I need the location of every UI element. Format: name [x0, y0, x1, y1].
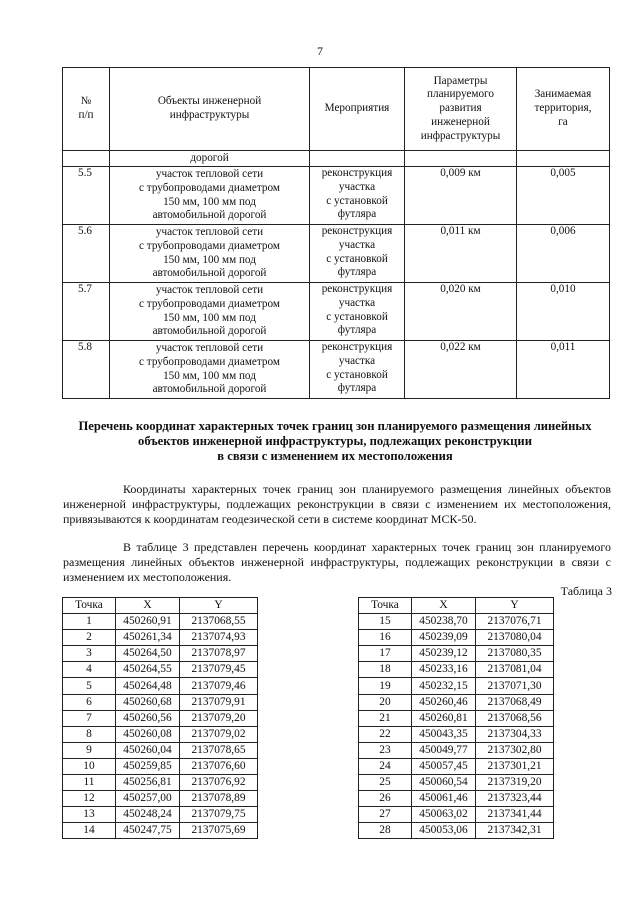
- table-cell-num: [63, 151, 110, 167]
- coords-cell-point: 19: [359, 678, 412, 694]
- table-caption: Таблица 3: [560, 584, 612, 598]
- coords-row: [63, 775, 258, 791]
- coords-row: [63, 726, 258, 742]
- coords-cell-point: 6: [63, 694, 116, 710]
- header-cell-param: Параметры планируемого развития инженерной инфраструктуры: [405, 68, 517, 151]
- coords-cell-y: 2137075,69: [180, 823, 258, 839]
- table-cell-param: 0,009 км: [405, 167, 517, 225]
- coords-cell-y: 2137071,30: [476, 678, 554, 694]
- coords-cell-point: 24: [359, 758, 412, 774]
- coords-cell-x: 450232,15: [412, 678, 476, 694]
- table-row: [63, 283, 610, 341]
- coords-cell-point: 15: [359, 614, 412, 630]
- coords-cell-x: 450256,81: [116, 775, 180, 791]
- paragraph-2-text: В таблице 3 представлен перечень координат характерных точек границ зон планируемого размещения линейных объектов инженерной инфраструктуры, подлежащих реконструкции в связи с изменением их местоположения.: [63, 540, 611, 584]
- coords-cell-x: 450260,08: [116, 726, 180, 742]
- coords-cell-x: 450260,91: [116, 614, 180, 630]
- coords-cell-x: 450260,46: [412, 694, 476, 710]
- header-cell-action: Мероприятия: [310, 68, 405, 151]
- coords-row: [63, 694, 258, 710]
- infrastructure-table: [62, 67, 610, 399]
- coords-cell-y: 2137076,71: [476, 614, 554, 630]
- coords-header-row: [359, 598, 554, 614]
- coords-cell-x: 450057,45: [412, 758, 476, 774]
- coords-cell-x: 450239,12: [412, 646, 476, 662]
- table-cell-action: [310, 151, 405, 167]
- coords-header-x: X: [116, 598, 180, 614]
- table-cell-action: реконструкция участка с установкой футляра: [310, 283, 405, 341]
- table-cell-area: 0,005: [517, 167, 610, 225]
- coords-cell-x: 450248,24: [116, 807, 180, 823]
- coords-cell-y: 2137079,45: [180, 662, 258, 678]
- coords-cell-x: 450260,04: [116, 742, 180, 758]
- coordinates-table-left: [62, 597, 258, 839]
- table-cell-action: реконструкция участка с установкой футляра: [310, 225, 405, 283]
- coords-cell-x: 450053,06: [412, 823, 476, 839]
- coords-row: [359, 694, 554, 710]
- coords-cell-point: 22: [359, 726, 412, 742]
- coords-cell-y: 2137079,75: [180, 807, 258, 823]
- table-row: [63, 341, 610, 399]
- paragraph-1-text: Координаты характерных точек границ зон планируемого размещения линейных объектов инженерной инфраструктуры, подлежащих реконструкции в связи с изменением их местоположения, привязываются к координатам геодезической сети в системе координат МСК-50.: [63, 482, 611, 526]
- coords-cell-x: 450061,46: [412, 791, 476, 807]
- coords-row: [63, 678, 258, 694]
- coords-cell-x: 450261,34: [116, 630, 180, 646]
- table-cell-param: [405, 151, 517, 167]
- coords-cell-x: 450247,75: [116, 823, 180, 839]
- coords-header-y: Y: [476, 598, 554, 614]
- section-heading: Перечень координат характерных точек границ зон планируемого размещения линейных объектов инженерной инфраструктуры, подлежащих реконструкции в связи с изменением их местоположения: [78, 419, 592, 463]
- table-cell-object: участок тепловой сети с трубопроводами диаметром 150 мм, 100 мм под автомобильной дорогой: [110, 283, 310, 341]
- coords-cell-y: 2137078,65: [180, 742, 258, 758]
- coords-row: [63, 662, 258, 678]
- table-cell-area: 0,010: [517, 283, 610, 341]
- coords-cell-point: 21: [359, 710, 412, 726]
- coords-cell-y: 2137301,21: [476, 758, 554, 774]
- coords-cell-point: 4: [63, 662, 116, 678]
- coords-cell-y: 2137079,02: [180, 726, 258, 742]
- coords-cell-y: 2137079,91: [180, 694, 258, 710]
- coords-cell-point: 16: [359, 630, 412, 646]
- coords-row: [359, 726, 554, 742]
- table-cell-action: реконструкция участка с установкой футляра: [310, 167, 405, 225]
- coords-row: [63, 791, 258, 807]
- coords-header-point: Точка: [63, 598, 116, 614]
- coords-header-row: [63, 598, 258, 614]
- coords-row: [359, 758, 554, 774]
- coords-cell-point: 13: [63, 807, 116, 823]
- coords-cell-x: 450063,02: [412, 807, 476, 823]
- coords-row: [63, 742, 258, 758]
- coords-cell-y: 2137342,31: [476, 823, 554, 839]
- paragraph-1: [63, 482, 611, 526]
- coords-cell-point: 1: [63, 614, 116, 630]
- table-cell-object: участок тепловой сети с трубопроводами диаметром 150 мм, 100 мм под автомобильной дорогой: [110, 341, 310, 399]
- coords-cell-x: 450260,56: [116, 710, 180, 726]
- coords-cell-point: 2: [63, 630, 116, 646]
- coords-row: [359, 823, 554, 839]
- coords-cell-y: 2137068,49: [476, 694, 554, 710]
- coords-row: [63, 807, 258, 823]
- table-cell-action: реконструкция участка с установкой футляра: [310, 341, 405, 399]
- table-row: [63, 225, 610, 283]
- table-header-row: [63, 68, 610, 151]
- table-row-continuation: [63, 151, 610, 167]
- coords-cell-x: 450259,85: [116, 758, 180, 774]
- coords-cell-point: 8: [63, 726, 116, 742]
- coords-cell-y: 2137341,44: [476, 807, 554, 823]
- table-cell-param: 0,022 км: [405, 341, 517, 399]
- coords-row: [63, 823, 258, 839]
- coords-cell-x: 450260,68: [116, 694, 180, 710]
- coords-row: [63, 630, 258, 646]
- coords-cell-y: 2137079,46: [180, 678, 258, 694]
- coords-cell-point: 9: [63, 742, 116, 758]
- table-cell-object: участок тепловой сети с трубопроводами диаметром 150 мм, 100 мм под автомобильной дорогой: [110, 225, 310, 283]
- coords-cell-point: 25: [359, 775, 412, 791]
- coords-row: [359, 742, 554, 758]
- coords-cell-y: 2137068,55: [180, 614, 258, 630]
- table-cell-area: [517, 151, 610, 167]
- coords-cell-x: 450049,77: [412, 742, 476, 758]
- coords-header-x: X: [412, 598, 476, 614]
- coords-row: [359, 791, 554, 807]
- coords-cell-y: 2137074,93: [180, 630, 258, 646]
- coords-cell-y: 2137080,04: [476, 630, 554, 646]
- coords-cell-x: 450264,50: [116, 646, 180, 662]
- coords-cell-y: 2137323,44: [476, 791, 554, 807]
- table-cell-num: 5.7: [63, 283, 110, 341]
- coords-cell-x: 450260,81: [412, 710, 476, 726]
- coords-cell-y: 2137078,89: [180, 791, 258, 807]
- coords-cell-point: 20: [359, 694, 412, 710]
- coords-cell-point: 26: [359, 791, 412, 807]
- coords-row: [359, 630, 554, 646]
- coords-cell-x: 450257,00: [116, 791, 180, 807]
- coords-row: [63, 646, 258, 662]
- header-cell-object: Объекты инженерной инфраструктуры: [110, 68, 310, 151]
- coords-cell-point: 5: [63, 678, 116, 694]
- coords-cell-x: 450264,48: [116, 678, 180, 694]
- coords-cell-x: 450238,70: [412, 614, 476, 630]
- coords-row: [359, 775, 554, 791]
- coords-cell-point: 17: [359, 646, 412, 662]
- table-cell-object: дорогой: [110, 151, 310, 167]
- coords-cell-point: 28: [359, 823, 412, 839]
- coords-cell-point: 14: [63, 823, 116, 839]
- coords-row: [359, 678, 554, 694]
- coords-cell-point: 3: [63, 646, 116, 662]
- paragraph-2: [63, 540, 611, 584]
- coords-row: [63, 614, 258, 630]
- coords-row: [359, 662, 554, 678]
- table-cell-num: 5.6: [63, 225, 110, 283]
- coords-cell-y: 2137319,20: [476, 775, 554, 791]
- coords-header-y: Y: [180, 598, 258, 614]
- coords-cell-point: 11: [63, 775, 116, 791]
- coords-row: [359, 646, 554, 662]
- coords-row: [359, 710, 554, 726]
- table-cell-num: 5.5: [63, 167, 110, 225]
- coords-cell-point: 7: [63, 710, 116, 726]
- coords-cell-y: 2137079,20: [180, 710, 258, 726]
- coords-row: [359, 614, 554, 630]
- table-cell-num: 5.8: [63, 341, 110, 399]
- coords-cell-x: 450060,54: [412, 775, 476, 791]
- coords-cell-y: 2137078,97: [180, 646, 258, 662]
- coords-cell-x: 450264,55: [116, 662, 180, 678]
- header-cell-area: Занимаемая территория, га: [517, 68, 610, 151]
- coords-cell-y: 2137302,80: [476, 742, 554, 758]
- coords-cell-y: 2137304,33: [476, 726, 554, 742]
- coords-row: [63, 710, 258, 726]
- coords-cell-y: 2137080,35: [476, 646, 554, 662]
- coords-cell-x: 450239,09: [412, 630, 476, 646]
- coords-cell-point: 27: [359, 807, 412, 823]
- coords-row: [359, 807, 554, 823]
- header-cell-num: № п/п: [63, 68, 110, 151]
- coords-cell-point: 10: [63, 758, 116, 774]
- coords-cell-y: 2137068,56: [476, 710, 554, 726]
- coords-cell-x: 450043,35: [412, 726, 476, 742]
- coords-cell-point: 18: [359, 662, 412, 678]
- table-cell-area: 0,011: [517, 341, 610, 399]
- table-cell-param: 0,011 км: [405, 225, 517, 283]
- coords-row: [63, 758, 258, 774]
- coords-cell-x: 450233,16: [412, 662, 476, 678]
- coords-cell-y: 2137076,92: [180, 775, 258, 791]
- table-cell-area: 0,006: [517, 225, 610, 283]
- table-row: [63, 167, 610, 225]
- table-cell-object: участок тепловой сети с трубопроводами диаметром 150 мм, 100 мм под автомобильной дорогой: [110, 167, 310, 225]
- coords-cell-point: 12: [63, 791, 116, 807]
- table-cell-param: 0,020 км: [405, 283, 517, 341]
- coords-cell-point: 23: [359, 742, 412, 758]
- coordinates-table-right: [358, 597, 554, 839]
- coords-cell-y: 2137081,04: [476, 662, 554, 678]
- coords-header-point: Точка: [359, 598, 412, 614]
- page-number: 7: [317, 44, 323, 58]
- coords-cell-y: 2137076,60: [180, 758, 258, 774]
